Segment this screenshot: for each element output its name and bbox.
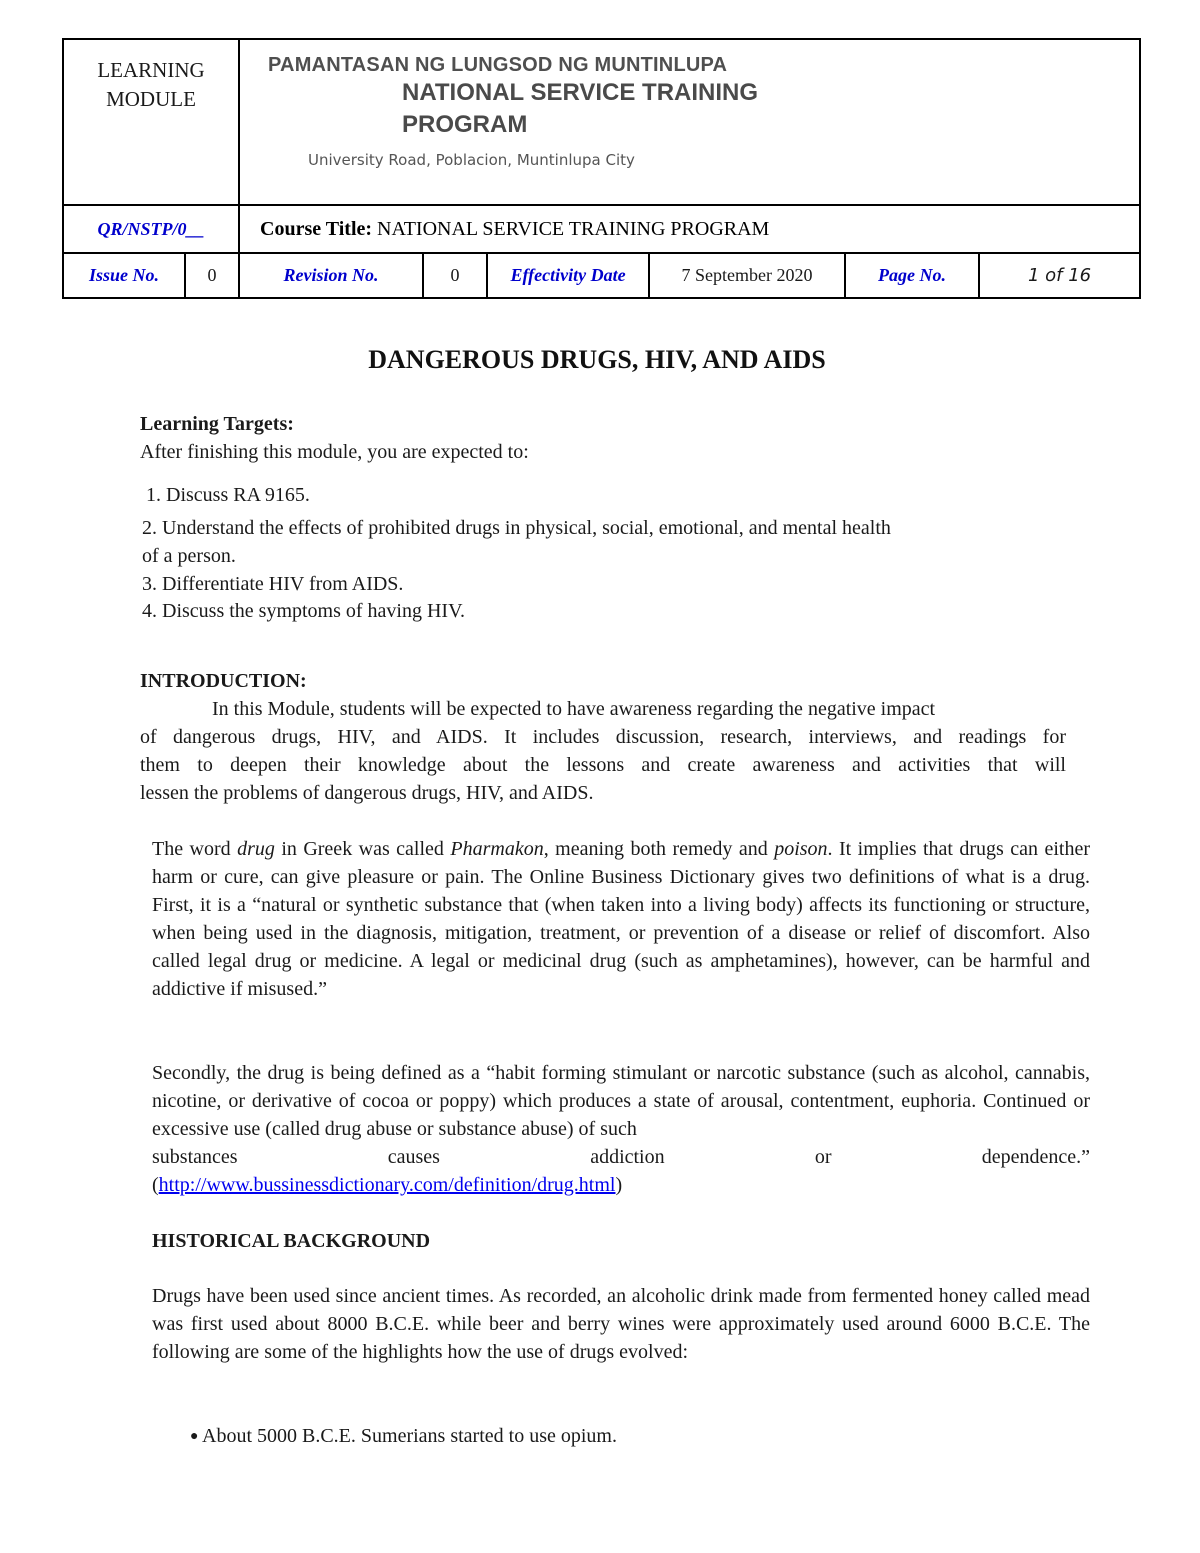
second-definition-body: Secondly, the drug is being defined as a “habit forming stimulant or narcotic substance (such as alcohol, cannabis, nicotine, or derivative of cocoa or poppy) which produces a state of arousal, contentment, euphoria. Continued or excessive use (called drug abuse or substance abuse) of such xyxy=(152,1062,1090,1140)
document-title: DANGEROUS DRUGS, HIV, AND AIDS xyxy=(368,345,826,374)
course-title-value: NATIONAL SERVICE TRAINING PROGRAM xyxy=(377,217,770,240)
term-drug: drug xyxy=(237,838,275,860)
introduction-line: them to deepen their knowledge about the lessons and create awareness and activities that will xyxy=(140,754,1066,776)
learning-module-cell xyxy=(63,39,239,205)
learning-target-item: 1. Discuss RA 9165. xyxy=(146,484,310,506)
drug-definition-paragraph: The word drug in Greek was called Pharmakon, meaning both remedy and poison. It implies that drugs can either harm or cure, can give pleasure or pain. The Online Business Dictionary gives two definitions of what is a drug. First, it is a “natural or synthetic substance that (when taken into a living body) affects its functioning or structure, when being used in the diagnosis, mitigation, treatment, or prevention of a disease or relief of discomfort. Also called legal drug or medicine. A legal or medicinal drug (such as amphetamines), however, can be harmful and addictive if misused.” xyxy=(152,838,1091,1000)
university-name: PAMANTASAN NG LUNGSOD NG MUNTINLUPA xyxy=(268,54,728,76)
revision-value: 0 xyxy=(423,253,487,298)
second-definition-last-line: substances causes addiction or dependence.” xyxy=(152,1146,1090,1168)
term-poison: poison xyxy=(774,838,828,860)
university-address: University Road, Poblacion, Muntinlupa City xyxy=(308,151,635,169)
issue-value: 0 xyxy=(185,253,239,298)
term-pharmakon: Pharmakon xyxy=(450,838,544,860)
historical-background-paragraph: Drugs have been used since ancient times. As recorded, an alcoholic drink made from fermented honey called mead was first used about 8000 B.C.E. while beer and berry wines were approximately used around 6000 B.C.E. The following are some of the highlights how the use of drugs evolved: xyxy=(152,1285,1090,1363)
bullet-icon: ● xyxy=(190,1429,199,1444)
effectivity-value: 7 September 2020 xyxy=(649,253,845,298)
program-name: NATIONAL SERVICE TRAINING PROGRAM xyxy=(402,79,759,138)
dictionary-link[interactable]: http://www.bussinessdictionary.com/definition/drug.html xyxy=(158,1174,616,1196)
learning-module-line1: LEARNING xyxy=(97,58,205,82)
learning-module-line2: MODULE xyxy=(106,87,196,111)
learning-target-item: 4. Discuss the symptoms of having HIV. xyxy=(142,600,465,622)
document-code: QR/NSTP/0__ xyxy=(63,205,239,253)
issue-label: Issue No. xyxy=(63,253,185,298)
page-label: Page No. xyxy=(845,253,979,298)
introduction-heading: INTRODUCTION: xyxy=(140,670,307,692)
learning-target-item: 3. Differentiate HIV from AIDS. xyxy=(142,573,404,595)
history-bullet-item: ● About 5000 B.C.E. Sumerians started to use opium. xyxy=(190,1422,617,1451)
learning-targets-intro: After finishing this module, you are expected to: xyxy=(140,441,529,463)
introduction-line: lessen the problems of dangerous drugs, HIV, and AIDS. xyxy=(140,782,594,804)
introduction-line: of dangerous drugs, HIV, and AIDS. It includes discussion, research, interviews, and readings for xyxy=(140,726,1066,748)
course-title-label: Course Title: xyxy=(260,217,373,240)
module-header-table xyxy=(62,38,1141,299)
page-value: 1 of 16 xyxy=(979,253,1140,298)
learning-target-item: 2. Understand the effects of prohibited drugs in physical, social, emotional, and mental health xyxy=(142,517,891,539)
course-title-cell xyxy=(239,205,1140,253)
source-citation: (http://www.bussinessdictionary.com/definition/drug.html) xyxy=(152,1174,623,1196)
revision-label: Revision No. xyxy=(239,253,423,298)
drug-definition-second-paragraph xyxy=(152,1059,1090,1199)
learning-target-item-continued: of a person. xyxy=(142,545,236,567)
learning-targets-heading: Learning Targets: xyxy=(140,413,294,435)
historical-background-heading: HISTORICAL BACKGROUND xyxy=(152,1230,431,1252)
university-cell xyxy=(239,39,1140,205)
effectivity-label: Effectivity Date xyxy=(487,253,649,298)
introduction-line: In this Module, students will be expected to have awareness regarding the negative impact xyxy=(212,698,936,720)
